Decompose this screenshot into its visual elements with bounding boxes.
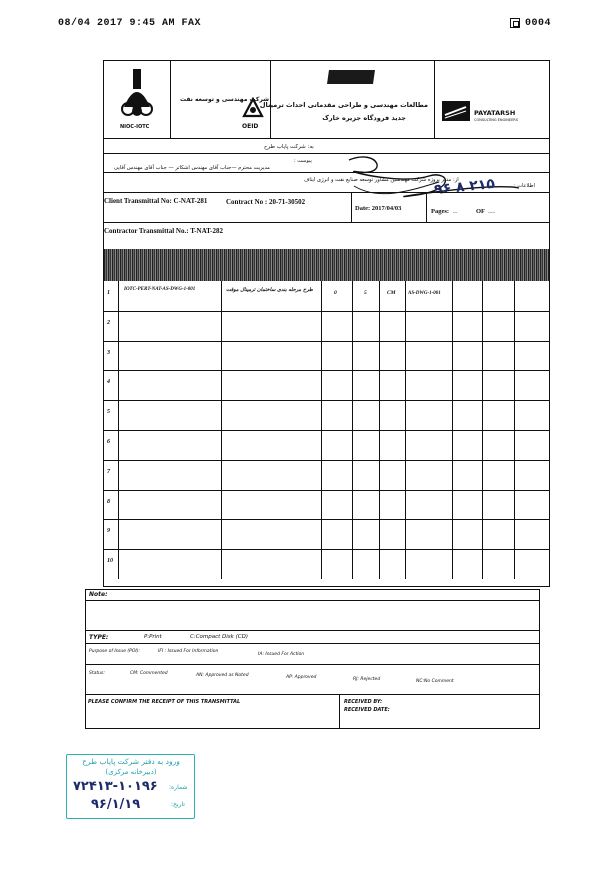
to-line: به: شرکت پایاب طرح [264,144,314,150]
row-number: 2 [107,320,110,326]
confirm-receipt-text: PLEASE CONFIRM THE RECEIPT OF THIS TRANSMITTAL [88,699,241,705]
document-table [104,281,549,579]
doc-type-cell: CM [387,290,396,296]
poi-ifi: IFI : Issued For Information [158,649,219,654]
stamp-title: ورود به دفتر شرکت پایاب طرح [82,757,180,766]
nioc-caption: NIOC-IOTC [120,124,150,130]
table-row-divider [104,549,549,550]
project-title-line2: جدید فرودگاه جزیره خارک [322,114,406,122]
nioc-logo [116,67,158,119]
poi-ifa: IA: Issued For Action [258,652,305,657]
contract-no: Contract No : 20-71-30502 [226,198,306,206]
pages-label: Pages: [431,208,450,215]
attention-line: مدیریت محترم —جناب آقای مهندس اشکاتر — جناب آقای مهندس آقایی [114,165,270,171]
redaction-mark [327,70,375,84]
attachment-label: پیوست : [294,158,312,164]
stamp-date-label: تاریخ: [171,801,185,808]
table-row-divider [104,370,549,371]
oeid-caption: OEID [242,123,259,130]
type-label: TYPE: [89,634,109,641]
row-number: 5 [107,409,110,415]
status-an: AN: Approved as Noted [196,673,249,678]
doc-ref-cell: AS-DWG-1-001 [408,291,441,296]
payatarsh-name: PAYATARSH [474,109,516,117]
oeid-company-name: شرکت مهندسی و توسعه نفت [180,96,269,103]
doc-pages-cell: 5 [364,290,367,296]
table-header-band [104,249,549,281]
of-value: ----- [488,210,496,215]
table-row-divider [104,519,549,520]
received-date-label: RECEIVED DATE: [344,707,390,713]
registration-stamp [66,754,195,819]
purpose-label: Purpose of Issue (POI): [89,649,141,654]
contractor-transmittal-no: Contractor Transmittal No.: T-NAT-282 [104,227,223,235]
footer-block [85,589,540,729]
status-label: Status: [89,671,105,676]
table-row-divider [104,490,549,491]
status-ap: AP: Approved [286,675,317,680]
stamp-subtitle: (دبیرخانه مرکزی) [105,768,157,776]
status-nc: NC:No Comment [416,679,454,684]
table-row-divider [104,430,549,431]
stamp-date-value: ۹۶/۱/۱۹ [91,797,141,812]
payatarsh-subtitle: CONSULTING ENGINEERS [474,118,518,122]
handwritten-note: ۹۶ ۸ ۲۱۵ [433,175,496,199]
table-row-divider [104,341,549,342]
received-by-label: RECEIVED BY: [344,699,383,705]
of-label: OF [476,208,486,215]
transmittal-sheet [103,60,550,587]
from-line: از: مدیر پروژه شرکت مهندسین مشاور توسعه صنایع نفت و انرژی ایتاف [304,177,459,183]
row-number: 9 [107,528,110,534]
fax-header: 08/04 2017 9:45 AM FAX [58,18,202,29]
fax-icon [510,18,520,28]
stamp-number-label: شماره: [169,784,188,791]
row-number: 1 [107,290,110,296]
table-row-divider [104,460,549,461]
status-cm: CM: Commented [130,671,168,676]
row-number: 4 [107,379,110,385]
row-number: 6 [107,439,110,445]
doc-number-cell: IOTC-PERT-NAT-AS-DWG-1-001 [124,287,196,292]
row-number: 8 [107,499,110,505]
pages-value: --- [453,210,458,215]
row-number: 7 [107,469,110,475]
copy-label: اطلاعات : [514,183,535,189]
transmittal-date: Date: 2017/04/03 [355,205,402,212]
client-transmittal-no: Client Transmittal No: C-NAT-281 [104,197,208,205]
note-label: Note: [89,591,108,598]
project-title-line1: مطالعات مهندسی و طراحی مقدماتی احداث ترمینال [259,101,428,109]
table-row-divider [104,400,549,401]
fax-page-number: 0004 [525,18,552,29]
status-rj: RJ: Rejected [353,677,381,682]
row-number: 3 [107,350,110,356]
payatarsh-logo [442,101,470,121]
table-row-divider [104,311,549,312]
type-print: P:Print [144,634,162,640]
type-cd: C:Compact Disk (CD) [190,634,248,640]
stamp-number-value: ۷۲۴۱۳-۱۰۱۹۶ [73,779,158,794]
row-number: 10 [107,558,113,564]
doc-rev-cell: 0 [334,290,337,296]
doc-title-cell: طرح مرحله بندی ساختمان ترمینال موقت [226,287,313,293]
